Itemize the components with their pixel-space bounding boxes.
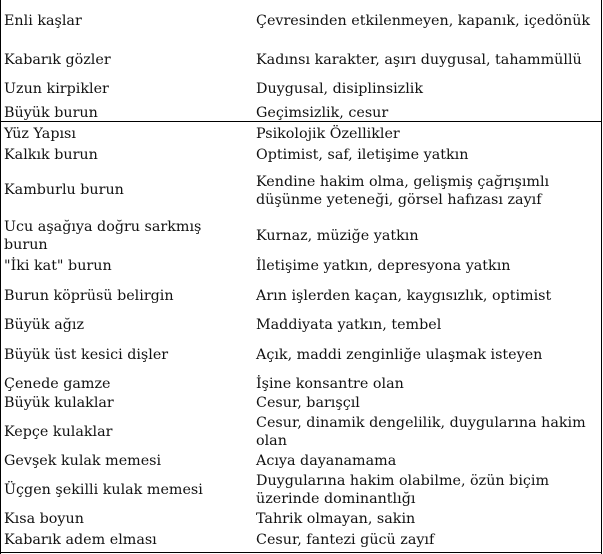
row-traits: Duygularına hakim olabilme, özün biçim üzerinde dominantlığı	[256, 473, 550, 507]
row-feature: Büyük kulaklar	[4, 395, 114, 411]
row-traits: Tahrik olmayan, sakin	[256, 511, 416, 527]
row-feature: Kalkık burun	[4, 147, 98, 163]
row-feature: Burun köprüsü belirgin	[4, 288, 174, 304]
row-feature: Büyük ağız	[4, 317, 84, 333]
row-traits: Cesur, fantezi gücü zayıf	[256, 532, 435, 548]
row-traits: İşine konsantre olan	[256, 376, 404, 392]
row-traits: Kendine hakim olma, gelişmiş çağrışımlı düşünme yeteneği, görsel hafızası zayıf	[256, 174, 550, 208]
column-header-traits: Psikolojik Özellikler	[256, 126, 400, 142]
row-traits: İletişime yatkın, depresyona yatkın	[256, 258, 511, 274]
row-traits: Çevresinden etkilenmeyen, kapanık, içedönük	[256, 13, 591, 29]
row-traits: Arın işlerden kaçan, kaygısızlık, optimist	[256, 288, 552, 304]
row-traits: Cesur, dinamik dengelilik, duygularına hakim olan	[256, 415, 586, 449]
row-feature: Büyük üst kesici dişler	[4, 347, 169, 363]
row-traits: Kurnaz, müziğe yatkın	[256, 228, 419, 244]
table-right-border	[601, 0, 602, 554]
row-feature: Ucu aşağıya doğru sarkmış burun	[4, 219, 202, 253]
row-traits: Kadınsı karakter, aşırı duygusal, tahammüllü	[256, 52, 582, 68]
row-traits: Optimist, saf, iletişime yatkın	[256, 147, 469, 163]
row-feature: Kamburlu burun	[4, 182, 124, 198]
row-traits: Maddiyata yatkın, tembel	[256, 317, 442, 333]
row-feature: Kabarık adem elması	[4, 532, 157, 548]
row-feature: Kabarık gözler	[4, 52, 111, 68]
row-feature: Gevşek kulak memesi	[4, 453, 162, 469]
row-traits: Geçimsizlik, cesur	[256, 105, 389, 121]
row-traits: Cesur, barışçıl	[256, 395, 360, 411]
row-feature: Kepçe kulaklar	[4, 424, 113, 440]
row-feature: Enli kaşlar	[4, 13, 82, 29]
row-feature: Çenede gamze	[4, 376, 111, 392]
row-traits: Duygusal, disiplinsizlik	[256, 81, 424, 97]
row-feature: Üçgen şekilli kulak memesi	[4, 482, 203, 498]
row-feature: Uzun kirpikler	[4, 81, 109, 97]
column-header-feature: Yüz Yapısı	[4, 126, 76, 142]
row-feature: Büyük burun	[4, 105, 98, 121]
row-traits: Acıya dayanamama	[256, 453, 397, 469]
table-bottom-border	[0, 552, 602, 553]
row-feature: Kısa boyun	[4, 511, 84, 527]
row-feature: "İki kat" burun	[4, 258, 112, 274]
row-traits: Açık, maddi zenginliğe ulaşmak isteyen	[256, 347, 543, 363]
table-left-border	[0, 0, 1, 554]
